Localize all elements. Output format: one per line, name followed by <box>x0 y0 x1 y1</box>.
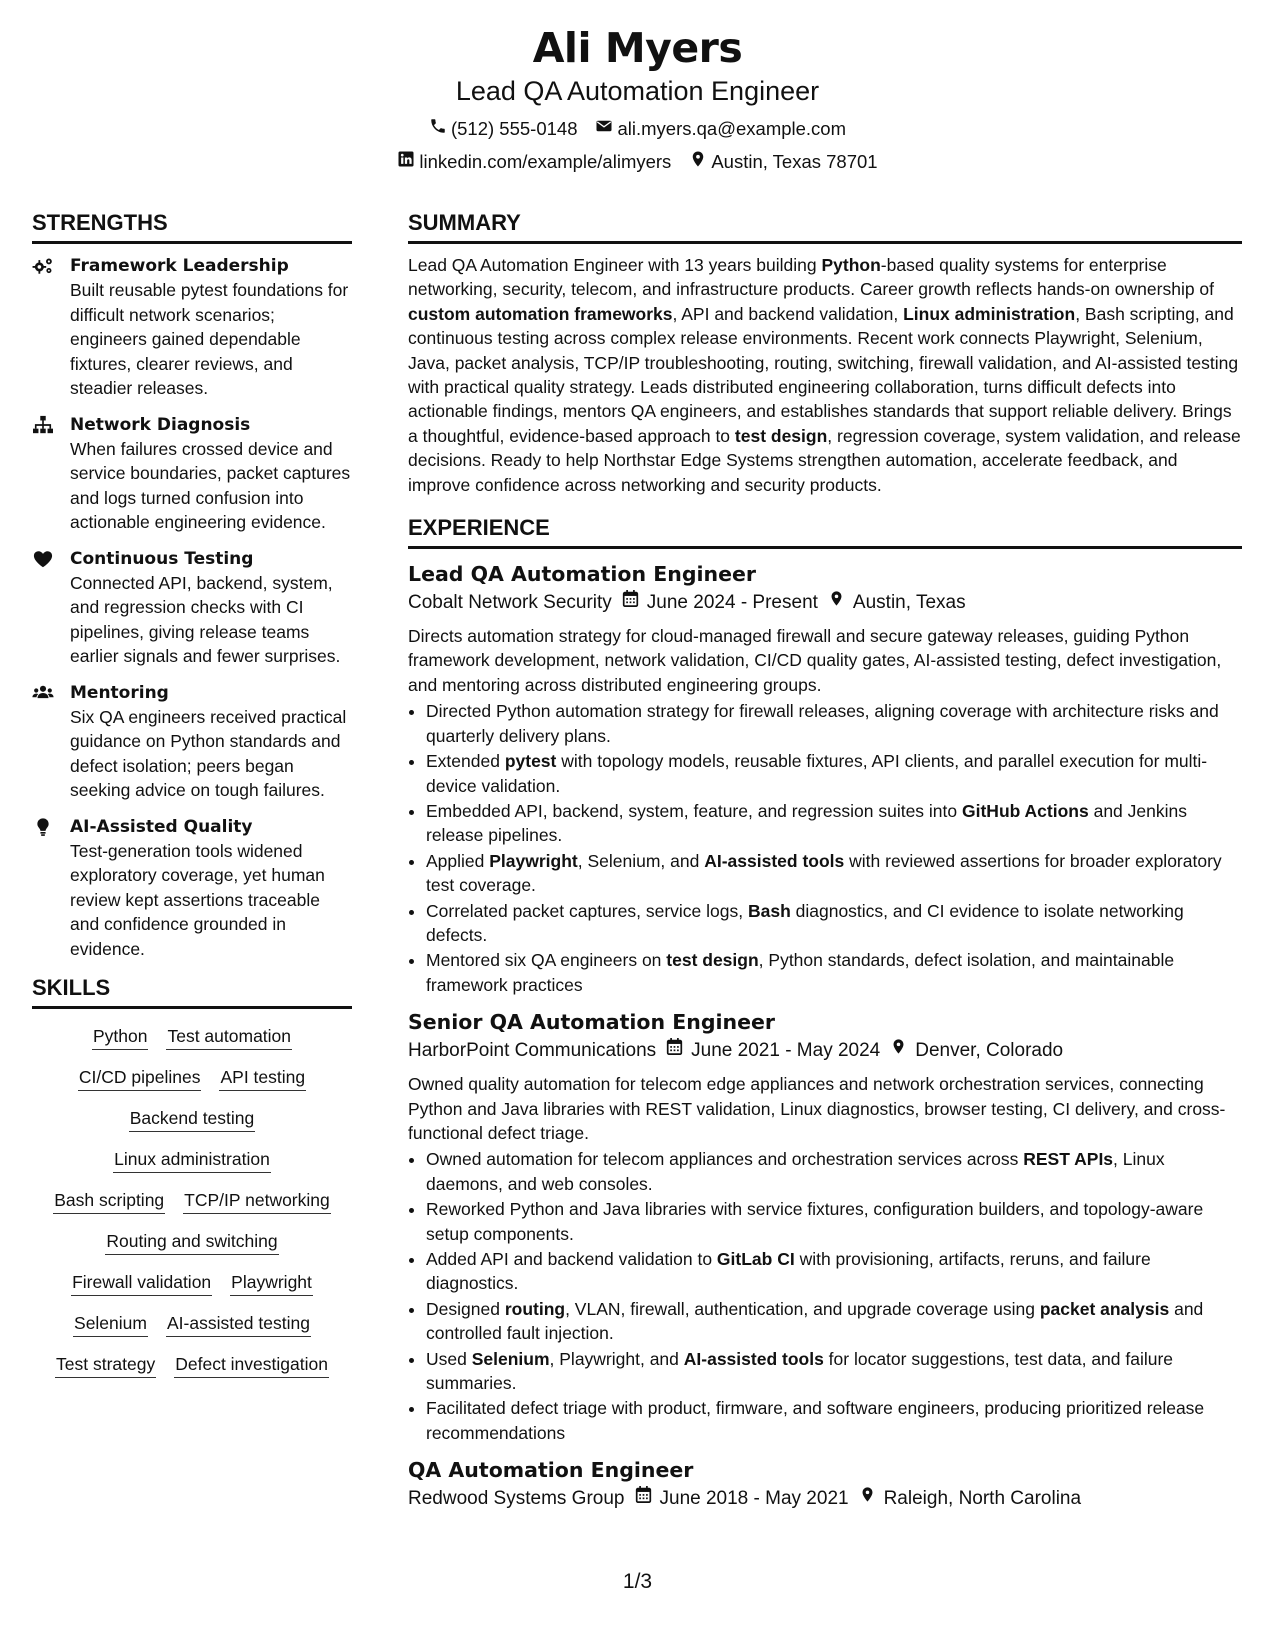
strength-desc: Connected API, backend, system, and regression checks with CI pipelines, giving release teams earlier signals and fewer surprises. <box>70 572 341 666</box>
gears-icon <box>32 256 56 401</box>
skill-tag: Firewall validation <box>71 1269 212 1296</box>
lightbulb-icon <box>32 817 56 962</box>
job-location <box>859 1485 1082 1513</box>
text-run: , Selenium, and <box>577 850 705 871</box>
skill-tag: Test strategy <box>55 1351 156 1378</box>
job-meta <box>408 1037 1242 1065</box>
skill-row <box>40 1228 344 1255</box>
bold-text: AI-assisted tools <box>683 1348 824 1369</box>
job-title: QA Automation Engineer <box>408 1458 694 1483</box>
text-run: for locator suggestions, test data, and failure summaries. <box>426 1348 1174 1394</box>
skill-tag: CI/CD pipelines <box>78 1064 202 1091</box>
bold-text: GitHub Actions <box>962 800 1089 821</box>
location-text: Denver, Colorado <box>915 1040 1064 1062</box>
candidate-title: Lead QA Automation Engineer <box>455 76 820 106</box>
bold-text: routing <box>504 1298 566 1319</box>
skill-tag: Python <box>92 1023 148 1050</box>
text-run: Correlated packet captures, service logs, <box>426 900 748 921</box>
location-item <box>689 150 877 173</box>
text-run: Embedded API, backend, system, feature, and regression suites into <box>426 800 962 821</box>
linkedin-text: linkedin.com/example/alimyers <box>419 150 672 172</box>
bullet-item <box>426 1396 1242 1445</box>
bullet-item <box>426 1347 1242 1396</box>
contact-row-2 <box>0 150 1275 173</box>
company-name: Redwood Systems Group <box>408 1488 625 1510</box>
job-dates <box>666 1037 880 1065</box>
map-pin-icon <box>890 1037 907 1065</box>
summary-text <box>408 253 1242 497</box>
text-run: Lead QA Automation Engineer with 13 years building <box>408 255 822 275</box>
skill-row <box>40 1187 344 1214</box>
text-run: Facilitated defect triage with product, firmware, and software engineers, producing prioritized release recommendations <box>426 1398 1205 1443</box>
text-run: , VLAN, firewall, authentication, and upgrade coverage using <box>565 1298 1040 1319</box>
text-run: Directed Python automation strategy for firewall releases, aligning coverage with architecture risks and quarterly delivery plans. <box>426 701 1219 746</box>
location-text: Raleigh, North Carolina <box>883 1488 1082 1510</box>
bold-text: GitLab CI <box>716 1249 795 1269</box>
job-meta <box>408 589 1242 617</box>
skill-tag: Test automation <box>166 1023 292 1050</box>
phone-icon <box>429 117 447 140</box>
job-entry <box>408 1007 1242 1445</box>
job-entry <box>408 1455 1242 1513</box>
bullet-item <box>426 749 1242 798</box>
envelope-icon <box>595 117 613 140</box>
bullet-item <box>426 948 1242 997</box>
text-run: with topology models, reusable fixtures, API clients, and parallel execution for multi-device validation. <box>426 751 1208 796</box>
bullet-item <box>426 1247 1242 1296</box>
dates-text: June 2024 - Present <box>646 592 818 614</box>
skills-heading: SKILLS <box>32 975 352 1009</box>
strength-title: Framework Leadership <box>70 256 289 276</box>
phone-item[interactable] <box>429 117 578 140</box>
skill-tag: Routing and switching <box>105 1228 278 1255</box>
bold-text: custom automation frameworks <box>408 303 673 324</box>
map-pin-icon <box>828 589 845 617</box>
text-run: diagnostics, and CI evidence to isolate networking defects. <box>426 900 1184 945</box>
summary-heading: SUMMARY <box>408 210 1242 244</box>
text-run: , Playwright, and <box>549 1348 684 1369</box>
text-run: with reviewed assertions for broader exploratory test coverage. <box>426 850 1222 896</box>
text-run: Used <box>426 1348 472 1369</box>
experience-list <box>408 559 1242 1513</box>
strength-desc: Built reusable pytest foundations for difficult network scenarios; engineers gained dependable fixtures, clearer reviews, and steadier releases. <box>70 280 349 398</box>
company-name: Cobalt Network Security <box>408 592 612 614</box>
bullet-item <box>426 699 1242 748</box>
strength-item <box>32 254 352 401</box>
skill-tag: API testing <box>219 1064 306 1091</box>
experience-heading: EXPERIENCE <box>408 515 1242 549</box>
strength-item <box>32 815 352 962</box>
strengths-list <box>32 254 352 961</box>
text-run: with provisioning, artifacts, reruns, and failure diagnostics. <box>426 1249 1151 1294</box>
email-item[interactable] <box>595 117 846 140</box>
text-run: , Python standards, defect isolation, and maintainable framework practices <box>426 950 1175 995</box>
users-icon <box>32 683 56 803</box>
strength-item <box>32 413 352 535</box>
job-description: Directs automation strategy for cloud-managed firewall and secure gateway releases, guiding Python framework development, network validation, CI/CD quality gates, AI-assisted testing, defect investigation, and mentoring across distributed engineering groups. <box>408 626 1222 695</box>
skill-tag: Defect investigation <box>174 1351 329 1378</box>
location-text: Austin, Texas 78701 <box>711 150 878 172</box>
job-entry <box>408 559 1242 997</box>
job-bullets <box>408 1147 1242 1445</box>
contact-row-1 <box>0 117 1275 140</box>
sitemap-icon <box>32 415 56 535</box>
text-run: , regression coverage, system validation, and release decisions. Ready to help Northstar Edge Systems strengthen automation, accelerate feedback, and improve confidence across networking and security products. <box>408 425 1241 495</box>
email-text: ali.myers.qa@example.com <box>617 117 847 139</box>
resume-header <box>0 22 1275 173</box>
job-dates <box>635 1485 849 1513</box>
company-name: HarborPoint Communications <box>408 1040 657 1062</box>
bold-text: test design <box>734 425 828 446</box>
map-pin-icon <box>689 150 707 173</box>
phone-text: (512) 555-0148 <box>450 117 578 139</box>
bullet-item <box>426 1297 1242 1346</box>
heart-icon <box>32 549 56 669</box>
calendar-icon <box>666 1037 683 1065</box>
bold-text: Linux administration <box>903 303 1076 324</box>
skill-row <box>40 1269 344 1296</box>
bold-text: test design <box>666 950 759 971</box>
job-dates <box>622 589 818 617</box>
job-meta <box>408 1485 1242 1513</box>
strength-desc: When failures crossed device and service boundaries, packet captures and logs turned confusion into actionable engineering evidence. <box>70 438 351 532</box>
text-run: Extended <box>426 751 505 772</box>
job-location <box>890 1037 1063 1065</box>
skill-tag: AI-assisted testing <box>166 1310 311 1337</box>
right-column <box>408 210 1242 1513</box>
strength-desc: Six QA engineers received practical guidance on Python standards and defect isolation; peers began seeking advice on tough failures. <box>70 706 347 800</box>
bullet-item <box>426 799 1242 848</box>
job-description: Owned quality automation for telecom edge appliances and network orchestration services, connecting Python and Java libraries with REST validation, Linux diagnostics, browser testing, CI delivery, and cross-functional defect triage. <box>408 1074 1226 1143</box>
text-run: Applied <box>426 850 490 871</box>
strength-desc: Test-generation tools widened exploratory coverage, yet human review kept assertions traceable and confidence grounded in evidence. <box>70 840 325 959</box>
left-column <box>32 210 352 1378</box>
bullet-item <box>426 899 1242 948</box>
page-indicator: 1/3 <box>622 1570 653 1593</box>
skill-row <box>40 1146 344 1173</box>
bold-text: pytest <box>504 751 557 772</box>
bold-text: Python <box>821 255 881 275</box>
text-run: Reworked Python and Java libraries with service fixtures, configuration builders, and topology-aware setup components. <box>426 1199 1204 1244</box>
bold-text: Bash <box>747 900 791 921</box>
dates-text: June 2018 - May 2021 <box>659 1488 849 1510</box>
text-run: Mentored six QA engineers on <box>426 950 667 971</box>
linkedin-icon <box>397 150 415 173</box>
skill-row <box>40 1023 344 1050</box>
text-run: , Bash scripting, and continuous testing across complex release environments. Recent work connects Playwright, Selenium, Java, packet analysis, TCP/IP troubleshooting, routing, switching, firewall validation, and AI-assisted testing with practical quality strategy. Leads distributed engineering collaboration, turns difficult defects into actionable findings, mentors QA engineers, and establishes standards that support reliable delivery. Brings a thoughtful, evidence-based approach to <box>408 303 1239 446</box>
skill-row <box>40 1351 344 1378</box>
candidate-name: Ali Myers <box>532 24 743 72</box>
job-location <box>828 589 966 617</box>
calendar-icon <box>622 589 639 617</box>
strength-title: Network Diagnosis <box>70 414 251 435</box>
skill-tag: TCP/IP networking <box>183 1187 331 1214</box>
skills-list <box>32 1023 352 1378</box>
text-run: Designed <box>426 1298 505 1319</box>
skill-row <box>40 1064 344 1091</box>
bold-text: REST APIs <box>1023 1149 1114 1170</box>
strengths-heading: STRENGTHS <box>32 210 352 244</box>
strength-item <box>32 681 352 803</box>
skill-row <box>40 1105 344 1132</box>
strength-item <box>32 547 352 669</box>
text-run: Owned automation for telecom appliances and orchestration services across <box>426 1149 1024 1170</box>
skill-tag: Linux administration <box>113 1146 271 1173</box>
bold-text: Playwright <box>489 850 578 871</box>
skill-tag: Selenium <box>73 1310 148 1337</box>
bullet-item <box>426 1147 1242 1196</box>
text-run: and Jenkins release pipelines. <box>426 800 1187 846</box>
text-run: , Linux daemons, and web consoles. <box>426 1149 1165 1194</box>
location-text: Austin, Texas <box>852 592 966 614</box>
bold-text: AI-assisted tools <box>704 850 845 871</box>
job-bullets <box>408 699 1242 997</box>
strength-title: Mentoring <box>70 682 169 703</box>
strength-title: Continuous Testing <box>70 548 254 569</box>
strength-title: AI-Assisted Quality <box>70 816 253 837</box>
bullet-item <box>426 1197 1242 1246</box>
text-run: Added API and backend validation to <box>426 1249 717 1269</box>
job-title: Senior QA Automation Engineer <box>408 1010 776 1035</box>
text-run: , API and backend validation, <box>672 303 904 324</box>
bold-text: packet analysis <box>1039 1298 1170 1319</box>
bold-text: Selenium <box>471 1348 550 1369</box>
bullet-item <box>426 849 1242 898</box>
map-pin-icon <box>859 1485 876 1513</box>
skill-tag: Playwright <box>230 1269 313 1296</box>
skill-row <box>40 1310 344 1337</box>
skill-tag: Backend testing <box>129 1105 256 1132</box>
calendar-icon <box>635 1485 652 1513</box>
text-run: -based quality systems for enterprise networking, security, telecom, and infrastructure products. Career growth reflects hands-on ownership of <box>408 255 1215 300</box>
text-run: and controlled fault injection. <box>426 1298 1204 1344</box>
dates-text: June 2021 - May 2024 <box>691 1040 881 1062</box>
job-title: Lead QA Automation Engineer <box>408 562 757 587</box>
skill-tag: Bash scripting <box>53 1187 165 1214</box>
linkedin-item[interactable] <box>397 150 671 173</box>
